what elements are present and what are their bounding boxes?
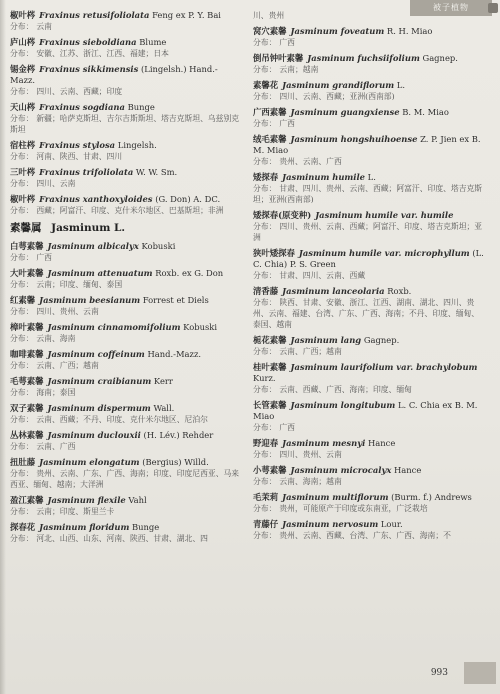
species-entry [253, 172, 485, 205]
species-name-line [10, 522, 242, 533]
scientific-name: Jasminum multiflorum [282, 492, 389, 502]
distribution-line [253, 91, 485, 102]
species-name-line [253, 107, 485, 118]
distribution-value: 云南；印度、缅甸、泰国 [36, 280, 123, 289]
distribution-line [10, 468, 242, 490]
distribution-value: 贵州、云南、西藏、台湾、广东、广西、海南；不 [279, 531, 451, 540]
distribution-label: 分布： [10, 87, 34, 96]
distribution-value: 河南、陕西、甘肃、四川 [36, 152, 123, 161]
scientific-name: Jasminum fuchsiifolium [307, 53, 420, 63]
chinese-name: 天山梣 [10, 102, 36, 112]
species-name-line [10, 349, 242, 360]
scientific-name: Jasminum microcalyx [290, 465, 392, 475]
species-name-line [253, 80, 485, 91]
species-name-line [10, 268, 242, 279]
scientific-name: Jasminum nervosum [282, 519, 379, 529]
distribution-label: 分布： [10, 114, 34, 123]
scientific-name: Jasminum dispermum [47, 403, 151, 413]
distribution-line [253, 270, 485, 281]
species-name-line [253, 438, 485, 449]
genus-author: L. [113, 222, 126, 234]
distribution-label: 分布： [253, 65, 277, 74]
chinese-name: 桂叶素馨 [253, 362, 287, 372]
distribution-line [253, 346, 485, 357]
species-entry [10, 495, 242, 517]
species-name-line [10, 167, 242, 178]
distribution-value: 云南、海南 [36, 334, 76, 343]
scientific-name: Jasminum duclouxii [47, 430, 141, 440]
species-entry [253, 492, 485, 514]
scientific-name: Jasminum beesianum [39, 295, 141, 305]
scientific-name: Fraxinus sieboldiana [39, 37, 137, 47]
scientific-name: Fraxinus trifoliolata [39, 167, 134, 177]
chinese-name: 宿柱梣 [10, 140, 36, 150]
species-name-line [253, 335, 485, 346]
scientific-name: Jasminum lanceolaria [282, 286, 385, 296]
author-citation: R. H. Miao [386, 26, 433, 36]
chinese-name: 丛林素馨 [10, 430, 44, 440]
distribution-line [10, 48, 242, 59]
distribution-line [10, 306, 242, 317]
scientific-name: Jasminum grandiflorum [282, 80, 395, 90]
distribution-line [10, 113, 242, 135]
species-entry [253, 362, 485, 395]
distribution-label: 分布： [253, 271, 277, 280]
species-name-line [253, 492, 485, 503]
distribution-label: 分布： [253, 477, 277, 486]
distribution-label: 分布： [10, 22, 34, 31]
species-entry [10, 37, 242, 59]
scientific-name: Jasminum attenuatum [47, 268, 153, 278]
author-citation: Gagnep. [363, 335, 400, 345]
species-name-line [10, 403, 242, 414]
species-entry [10, 349, 242, 371]
distribution-line [253, 449, 485, 460]
distribution-line [10, 441, 242, 452]
scientific-name: Jasminum hongshuihoense [290, 134, 418, 144]
distribution-label: 分布： [253, 347, 277, 356]
chinese-name: 大叶素馨 [10, 268, 44, 278]
distribution-label: 分布： [253, 504, 277, 513]
species-name-line [253, 465, 485, 476]
distribution-label: 分布： [10, 280, 34, 289]
species-name-line [253, 53, 485, 64]
author-citation: Bunge [131, 522, 160, 532]
species-name-line [253, 248, 485, 270]
species-name-line [10, 322, 242, 333]
species-name-line [10, 241, 242, 252]
chinese-name: 盈江素馨 [10, 495, 44, 505]
distribution-value: 安徽、江苏、浙江、江西、福建；日本 [36, 49, 169, 58]
author-citation: L. [367, 172, 376, 182]
scientific-name: Jasminum humile var. humile [315, 210, 454, 220]
species-name-line [10, 295, 242, 306]
distribution-value: 贵州、云南、广西 [279, 157, 342, 166]
author-citation: Kurz. [253, 373, 276, 383]
species-entry [253, 465, 485, 487]
distribution-value: 广西 [36, 253, 52, 262]
left-column [10, 10, 242, 549]
distribution-label: 分布： [253, 531, 277, 540]
distribution-value: 四川、云南、西藏；印度 [36, 87, 123, 96]
distribution-value: 云南 [36, 22, 52, 31]
distribution-value: 云南；越南 [279, 65, 319, 74]
chinese-name: 三叶梣 [10, 167, 36, 177]
species-entry [10, 268, 242, 290]
distribution-value: 四川、贵州、云南、西藏；阿富汗、印度、塔吉克斯坦；亚洲 [253, 222, 483, 242]
distribution-value: 云南、广西；越南 [279, 347, 342, 356]
page-number: 993 [430, 668, 448, 678]
species-name-line [10, 457, 242, 468]
species-entry [10, 376, 242, 398]
species-entry [253, 26, 485, 48]
distribution-label: 分布： [253, 157, 277, 166]
author-citation: Feng ex P. Y. Bai [152, 10, 221, 20]
distribution-line [253, 221, 485, 243]
species-entry [10, 167, 242, 189]
distribution-label: 分布： [253, 222, 277, 231]
distribution-label: 分布： [253, 184, 277, 193]
chinese-name: 广西素馨 [253, 107, 287, 117]
species-name-line [253, 362, 485, 384]
distribution-value: 贵州、云南、广东、广西、海南；印度、印度尼西亚、马来西亚、缅甸、越南；大洋洲 [10, 469, 240, 489]
genus-scientific-name: Jasminum [51, 222, 111, 234]
distribution-value: 新疆；哈萨克斯坦、吉尔吉斯斯坦、塔吉克斯坦、乌兹别克斯坦 [10, 114, 240, 134]
distribution-line [253, 183, 485, 205]
distribution-label: 分布： [10, 334, 34, 343]
author-citation: (H. Lév.) Rehder [143, 430, 214, 440]
distribution-value: 甘肃、四川、贵州、云南、西藏；阿富汗、印度、塔吉克斯坦；亚洲(西南部) [253, 184, 483, 204]
author-citation: W. W. Sm. [135, 167, 178, 177]
chinese-name: 小萼素馨 [253, 465, 287, 475]
distribution-label: 分布： [10, 307, 34, 316]
scientific-name: Jasminum cinnamomifolium [47, 322, 181, 332]
distribution-value: 云南、广西；越南 [36, 361, 99, 370]
page-corner-fold [464, 662, 496, 684]
scientific-name: Jasminum foveatum [290, 26, 385, 36]
author-citation: Vahl [128, 495, 147, 505]
distribution-line [10, 414, 242, 425]
distribution-line [253, 422, 485, 433]
distribution-line [253, 156, 485, 167]
scientific-name: Jasminum mesnyi [282, 438, 366, 448]
author-citation: Gagnep. [422, 53, 458, 63]
chinese-name: 矮探春(原变种) [253, 210, 312, 220]
author-citation: Lour. [380, 519, 403, 529]
distribution-line [10, 360, 242, 371]
author-citation: L. C. Chia ex B. M. Miao [253, 400, 478, 421]
author-citation: L. [396, 80, 405, 90]
distribution-line [10, 279, 242, 290]
distribution-value: 陕西、甘肃、安徽、浙江、江西、湖南、湖北、四川、贵州、云南、福建、台湾、广东、广西、海南；不丹、印度、缅甸、泰国、越南 [253, 298, 480, 329]
species-name-line [253, 134, 485, 156]
distribution-line [10, 506, 242, 517]
author-citation: Blume [139, 37, 167, 47]
section-header-label: 被子植物 [433, 3, 469, 12]
chinese-name: 锡金梣 [10, 64, 36, 74]
scientific-name: Fraxinus sogdiana [39, 102, 125, 112]
distribution-line [253, 384, 485, 395]
distribution-line [253, 118, 485, 129]
scientific-name: Jasminum floridum [39, 522, 130, 532]
author-citation: Kerr [153, 376, 173, 386]
author-citation: Kobuski [141, 241, 176, 251]
distribution-line [10, 86, 242, 97]
scientific-name: Jasminum flexile [47, 495, 126, 505]
distribution-line [10, 21, 242, 32]
chinese-name: 窝穴素馨 [253, 26, 287, 36]
genus-chinese-name: 素馨属 [10, 222, 42, 234]
distribution-line [10, 533, 242, 544]
distribution-label: 分布： [10, 442, 34, 451]
distribution-value: 西藏；阿富汗、印度、克什米尔地区、巴基斯坦；非洲 [36, 206, 224, 215]
scientific-name: Jasminum coffeinum [47, 349, 145, 359]
chinese-name: 毛茉莉 [253, 492, 279, 502]
scientific-name: Jasminum guangxiense [290, 107, 400, 117]
right-column [253, 10, 485, 546]
species-entry [10, 457, 242, 490]
chinese-name: 扭肚藤 [10, 457, 36, 467]
distribution-label: 分布： [253, 450, 277, 459]
species-entry [10, 403, 242, 425]
species-name-line [10, 102, 242, 113]
species-entry [253, 400, 485, 433]
scientific-name: Jasminum humile var. microphyllum [298, 248, 470, 258]
distribution-label: 分布： [10, 253, 34, 262]
distribution-value: 云南、西藏；不丹、印度、克什米尔地区、尼泊尔 [36, 415, 208, 424]
author-citation: Wall. [153, 403, 175, 413]
chinese-name: 清香藤 [253, 286, 279, 296]
distribution-label: 分布： [253, 423, 277, 432]
chinese-name: 倒吊钟叶素馨 [253, 53, 304, 63]
species-entry [10, 522, 242, 544]
author-citation: Lingelsh. [117, 140, 157, 150]
author-citation: Roxb. ex G. Don [155, 268, 224, 278]
distribution-label: 分布： [253, 298, 277, 307]
distribution-value: 海南；泰国 [36, 388, 76, 397]
scientific-name: Jasminum humile [282, 172, 365, 182]
distribution-line [253, 37, 485, 48]
species-name-line [253, 286, 485, 297]
species-name-line [253, 519, 485, 530]
chinese-name: 青藤仔 [253, 519, 279, 529]
distribution-line [10, 387, 242, 398]
distribution-label: 分布： [253, 92, 277, 101]
distribution-label: 分布： [10, 179, 34, 188]
species-entry [10, 241, 242, 263]
chinese-name: 庐山梣 [10, 37, 36, 47]
scientific-name: Fraxinus xanthoxyloides [39, 194, 153, 204]
species-name-line [10, 64, 242, 86]
chinese-name: 长管素馨 [253, 400, 287, 410]
chinese-name: 探春花 [10, 522, 36, 532]
author-citation: Hance [367, 438, 396, 448]
distribution-line [253, 476, 485, 487]
species-entry [253, 286, 485, 330]
scientific-name: Jasminum elongatum [39, 457, 140, 467]
distribution-value: 云南、广西 [36, 442, 76, 451]
distribution-label: 分布： [10, 388, 34, 397]
distribution-line [253, 530, 485, 541]
distribution-label: 分布： [10, 361, 34, 370]
author-citation: Hand.-Mazz. [147, 349, 202, 359]
distribution-label: 分布： [10, 507, 34, 516]
distribution-value: 云南、海南；越南 [279, 477, 342, 486]
chinese-name: 野迎春 [253, 438, 279, 448]
author-citation: Z. P. Jien ex B. M. Miao [253, 134, 481, 155]
chinese-name: 红素馨 [10, 295, 36, 305]
distribution-label: 分布： [10, 469, 34, 478]
distribution-value: 四川、贵州、云南 [36, 307, 99, 316]
author-citation: Hance [393, 465, 422, 475]
species-name-line [10, 10, 242, 21]
species-entry [253, 80, 485, 102]
species-name-line [10, 194, 242, 205]
distribution-line [10, 252, 242, 263]
chinese-name: 双子素馨 [10, 403, 44, 413]
species-entry [253, 519, 485, 541]
chinese-name: 素馨花 [253, 80, 279, 90]
distribution-value: 广西 [279, 423, 295, 432]
species-entry [10, 64, 242, 97]
distribution-label: 分布： [253, 385, 277, 394]
page-binding-shadow [0, 0, 6, 694]
author-citation: Forrest et Diels [142, 295, 209, 305]
species-name-line [10, 495, 242, 506]
distribution-line [10, 205, 242, 216]
distribution-value: 甘肃、四川、云南、西藏 [279, 271, 366, 280]
distribution-line [253, 64, 485, 75]
distribution-label: 分布： [253, 38, 277, 47]
distribution-value: 广西 [279, 119, 295, 128]
species-entry [10, 194, 242, 216]
scientific-name: Jasminum lang [290, 335, 362, 345]
continued-distribution: 川、贵州 [253, 11, 285, 20]
chinese-name: 椒叶梣 [10, 194, 36, 204]
species-name-line [253, 400, 485, 422]
distribution-value: 广西 [279, 38, 295, 47]
scientific-name: Fraxinus sikkimensis [39, 64, 139, 74]
distribution-line [10, 333, 242, 344]
distribution-value: 云南；印度、斯里兰卡 [36, 507, 115, 516]
species-entry [10, 140, 242, 162]
author-citation: B. M. Miao [402, 107, 449, 117]
chinese-name: 狭叶矮探春 [253, 248, 295, 258]
scientific-name: Jasminum laurifolium var. brachylobum [290, 362, 478, 372]
chinese-name: 樟叶素馨 [10, 322, 44, 332]
species-name-line [253, 210, 485, 221]
author-citation: Kobuski [183, 322, 218, 332]
species-entry [253, 248, 485, 281]
scientific-name: Jasminum albicalyx [47, 241, 139, 251]
species-entry [10, 322, 242, 344]
distribution-value: 云南、西藏、广西、海南；印度、缅甸 [279, 385, 412, 394]
author-citation: (G. Don) A. DC. [155, 194, 221, 204]
chinese-name: 咖啡素馨 [10, 349, 44, 359]
distribution-line [10, 178, 242, 189]
genus-heading [10, 221, 242, 235]
chinese-name: 栀花素馨 [253, 335, 287, 345]
chinese-name: 矮探春 [253, 172, 279, 182]
distribution-label: 分布： [10, 415, 34, 424]
chinese-name: 绒毛素馨 [253, 134, 287, 144]
chinese-name: 白萼素馨 [10, 241, 44, 251]
species-name-line [253, 172, 485, 183]
species-entry [10, 295, 242, 317]
author-citation: (Lingelsh.) Hand.-Mazz. [10, 64, 218, 85]
species-entry [10, 430, 242, 452]
species-entry [253, 335, 485, 357]
chinese-name: 椒叶梣 [10, 10, 36, 20]
scientific-name: Jasminum craibianum [47, 376, 152, 386]
scientific-name: Jasminum longitubum [290, 400, 396, 410]
author-citation: Roxb. [387, 286, 412, 296]
species-entry [253, 134, 485, 167]
species-entry [253, 107, 485, 129]
species-entry [10, 102, 242, 135]
distribution-label: 分布： [10, 152, 34, 161]
species-name-line [10, 430, 242, 441]
species-entry [253, 210, 485, 243]
distribution-value: 四川、云南、西藏；亚洲(西南部) [279, 92, 395, 101]
section-header-marker [488, 3, 498, 13]
distribution-line [10, 151, 242, 162]
author-citation: (L. C. Chia) P. S. Green [253, 248, 484, 269]
author-citation: (Bergius) Willd. [142, 457, 209, 467]
distribution-value: 四川、云南 [36, 179, 76, 188]
distribution-label: 分布： [10, 534, 34, 543]
species-entry [253, 53, 485, 75]
distribution-label: 分布： [253, 119, 277, 128]
chinese-name: 毛萼素馨 [10, 376, 44, 386]
author-citation: (Burm. f.) Andrews [391, 492, 472, 502]
scientific-name: Fraxinus retusifoliolata [39, 10, 150, 20]
species-name-line [10, 140, 242, 151]
scientific-name: Fraxinus stylosa [39, 140, 116, 150]
species-name-line [10, 376, 242, 387]
species-entry [10, 10, 242, 32]
distribution-label: 分布： [10, 49, 34, 58]
distribution-value: 贵州，可能原产于印度或东南亚，广泛栽培 [279, 504, 428, 513]
distribution-label: 分布： [10, 206, 34, 215]
species-entry [253, 438, 485, 460]
distribution-line [253, 503, 485, 514]
species-name-line [10, 37, 242, 48]
author-citation: Bunge [127, 102, 155, 112]
species-name-line [253, 26, 485, 37]
distribution-value: 四川、贵州、云南 [279, 450, 342, 459]
distribution-line [253, 297, 485, 330]
distribution-value: 河北、山西、山东、河南、陕西、甘肃、湖北、四 [36, 534, 208, 543]
